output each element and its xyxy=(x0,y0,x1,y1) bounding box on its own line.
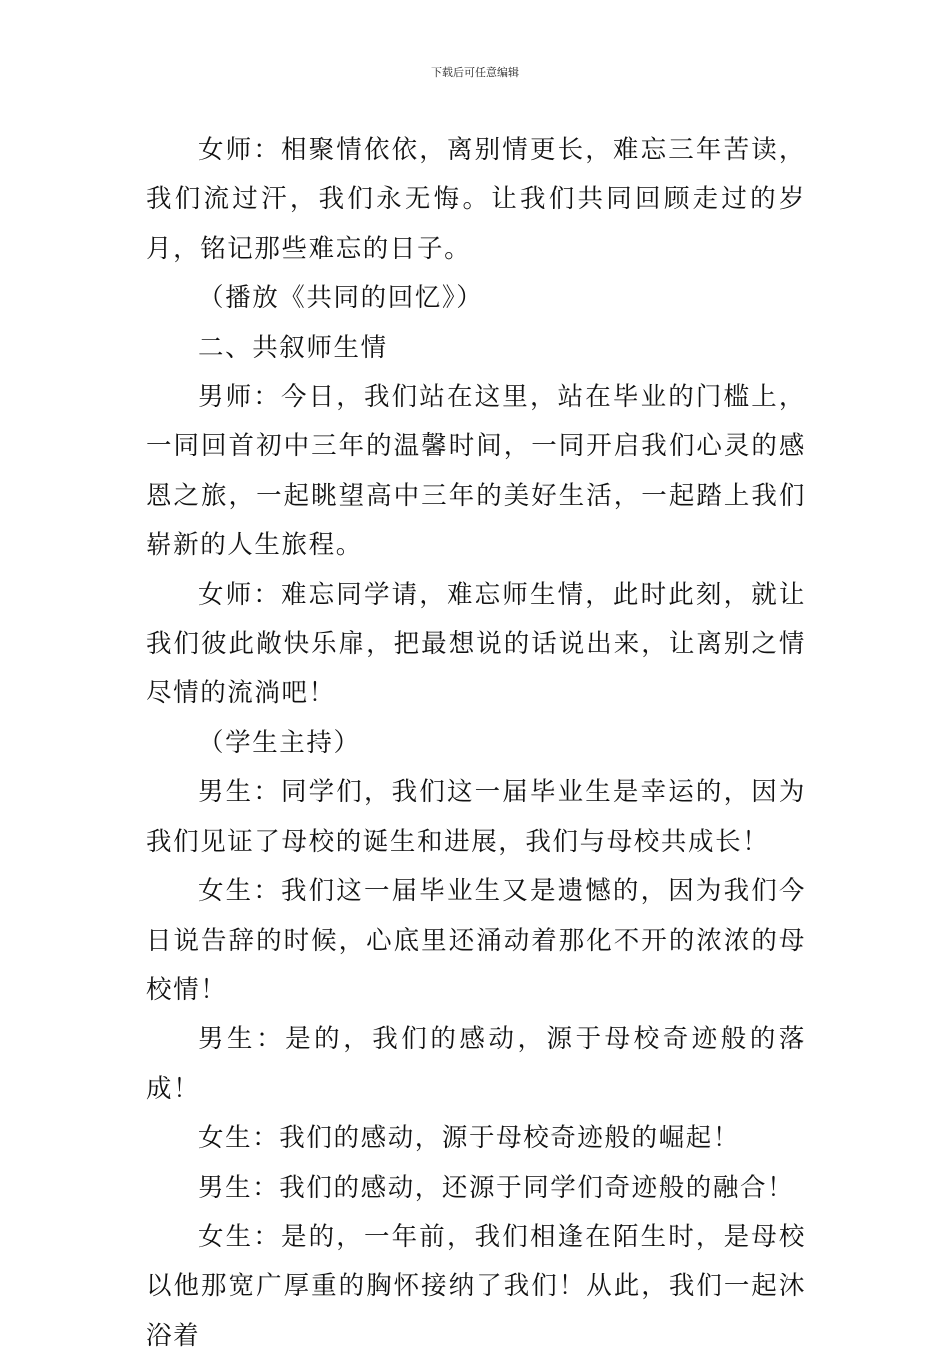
document-body xyxy=(146,126,806,1361)
paragraph-play-video-note: （播放《共同的回忆》） xyxy=(198,283,484,314)
paragraph-male-student-3: 男生：我们的感动，还源于同学们奇迹般的融合！ xyxy=(198,1172,795,1203)
section-heading: 二、共叙师生情 xyxy=(198,332,388,363)
paragraph-female-teacher-reminisce: 女师：相聚情依依，离别情更长，难忘三年苦读，我们流过汗，我们永无悔。让我们共同回顾走过的岁月，铭记那些难忘的日子。 xyxy=(146,135,806,264)
paragraph-female-teacher-speech: 女师：难忘同学请，难忘师生情，此时此刻，就让我们彼此敞快乐扉，把最想说的话说出来，让离别之情尽情的流淌吧！ xyxy=(146,579,806,709)
paragraph-female-student-3: 女生：是的，一年前，我们相逢在陌生时，是母校以他那宽广厚重的胸怀接纳了我们！从此，我们一起沐浴着 xyxy=(146,1221,806,1351)
paragraph-male-teacher-speech: 男师：今日，我们站在这里，站在毕业的门槛上，一同回首初中三年的温馨时间，一同开启我们心灵的感恩之旅，一起眺望高中三年的美好生活，一起踏上我们崭新的人生旅程。 xyxy=(146,382,806,561)
paragraph-male-student-1: 男生：同学们，我们这一届毕业生是幸运的，因为我们见证了母校的诞生和进展，我们与母校共成长！ xyxy=(146,777,806,857)
paragraph-male-student-2: 男生：是的，我们的感动，源于母校奇迹般的落成！ xyxy=(146,1024,806,1104)
page-header: 下载后可任意编辑 xyxy=(431,66,519,79)
paragraph-female-student-2: 女生：我们的感动，源于母校奇迹般的崛起！ xyxy=(198,1123,741,1154)
paragraph-female-student-1: 女生：我们这一届毕业生又是遗憾的，因为我们今日说告辞的时候，心底里还涌动着那化不开的浓浓的母校情！ xyxy=(146,876,806,1005)
paragraph-student-host-note: （学生主持） xyxy=(198,727,361,758)
